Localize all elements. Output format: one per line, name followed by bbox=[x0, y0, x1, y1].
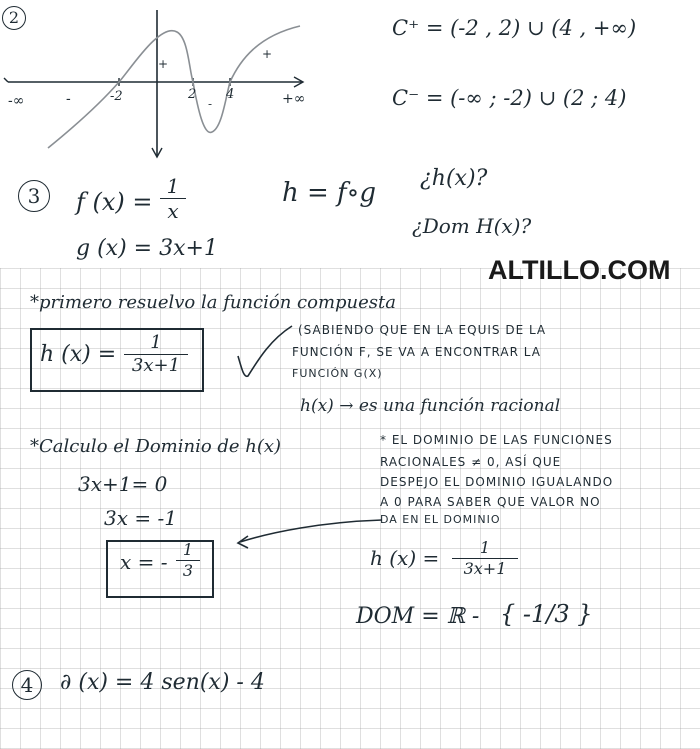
equation-step-2: 3x = -1 bbox=[104, 506, 177, 530]
note-line-3: FUNCIÓN G(X) bbox=[292, 367, 383, 380]
x-result-fraction bbox=[176, 542, 200, 579]
rule-line-2: RACIONALES ≠ 0, ASÍ QUE bbox=[380, 455, 562, 469]
h-result-lhs: h (x) = bbox=[40, 342, 117, 367]
c-minus-set: C⁻ = (-∞ ; -2) ∪ (2 ; 4) bbox=[392, 86, 627, 110]
sign-graph bbox=[0, 0, 310, 160]
graph-tick-label-minus-2: -2 bbox=[110, 89, 123, 104]
note-line-1: (SABIENDO QUE EN LA EQUIS DE LA bbox=[298, 323, 547, 337]
domain-result-lhs: DOM = ℝ - bbox=[356, 604, 480, 629]
f-definition-lhs: f (x) = bbox=[76, 188, 153, 216]
h-restated-numerator: 1 bbox=[479, 538, 491, 557]
graph-plus-top: + bbox=[158, 57, 169, 71]
problem-4-expression: ∂ (x) = 4 sen(x) - 4 bbox=[60, 670, 265, 695]
h-result-denominator: 3x+1 bbox=[131, 355, 181, 376]
note-line-2: FUNCIÓN F, SE VA A ENCONTRAR LA bbox=[292, 345, 541, 359]
graph-left-label: -∞ bbox=[8, 93, 25, 109]
x-result-numerator: 1 bbox=[182, 540, 194, 559]
graph-right-label: +∞ bbox=[282, 91, 306, 107]
f-numerator: 1 bbox=[166, 174, 180, 198]
question-dom: ¿Dom H(x)? bbox=[412, 214, 532, 238]
x-result-denominator: 3 bbox=[182, 561, 194, 580]
function-curve bbox=[48, 26, 300, 148]
x-result-lhs: x = - bbox=[120, 550, 168, 574]
f-fraction bbox=[160, 176, 186, 221]
rule-line-5: DA EN EL DOMINIO bbox=[380, 513, 501, 526]
rule-line-1: * EL DOMINIO DE LAS FUNCIONES bbox=[380, 433, 613, 447]
rule-line-3: DESPEJO EL DOMINIO IGUALANDO bbox=[380, 475, 614, 489]
question-h: ¿h(x)? bbox=[420, 166, 488, 191]
problem-3-number: 3 bbox=[18, 180, 50, 212]
c-plus-set: C⁺ = (-2 , 2) ∪ (4 , +∞) bbox=[392, 16, 637, 40]
h-restated-lhs: h (x) = bbox=[370, 546, 440, 570]
domain-result-set: { -1/3 } bbox=[500, 600, 593, 628]
equation-step-1: 3x+1= 0 bbox=[78, 472, 168, 496]
step-compose-title: *primero resuelvo la función compuesta bbox=[30, 292, 396, 313]
graph-plus-right: + bbox=[262, 47, 273, 61]
h-restated-denominator: 3x+1 bbox=[463, 559, 507, 578]
x-axis-tail bbox=[4, 78, 8, 82]
f-denominator: x bbox=[167, 199, 179, 223]
problem-4-number: 4 bbox=[12, 670, 42, 700]
rule-line-4: A 0 PARA SABER QUE VALOR NO bbox=[380, 495, 601, 509]
h-result-numerator: 1 bbox=[150, 332, 162, 353]
h-restated-fraction bbox=[452, 540, 518, 577]
domain-title: *Calculo el Dominio de h(x) bbox=[30, 436, 282, 457]
pointer-arrow bbox=[232, 516, 392, 556]
problem-2-number: 2 bbox=[2, 6, 26, 30]
altillo-watermark: ALTILLO.COM bbox=[488, 255, 671, 285]
graph-tick-label-2: 2 bbox=[188, 87, 197, 102]
check-mark bbox=[234, 320, 294, 380]
h-composition: h = f∘g bbox=[282, 178, 377, 208]
h-result-fraction bbox=[124, 334, 188, 375]
graph-minus-dip: - bbox=[208, 97, 213, 111]
g-definition: g (x) = 3x+1 bbox=[76, 236, 218, 261]
graph-neg-sign: - bbox=[66, 91, 71, 107]
graph-tick-label-4: 4 bbox=[226, 87, 235, 102]
rational-statement: h(x) → es una función racional bbox=[300, 396, 561, 416]
